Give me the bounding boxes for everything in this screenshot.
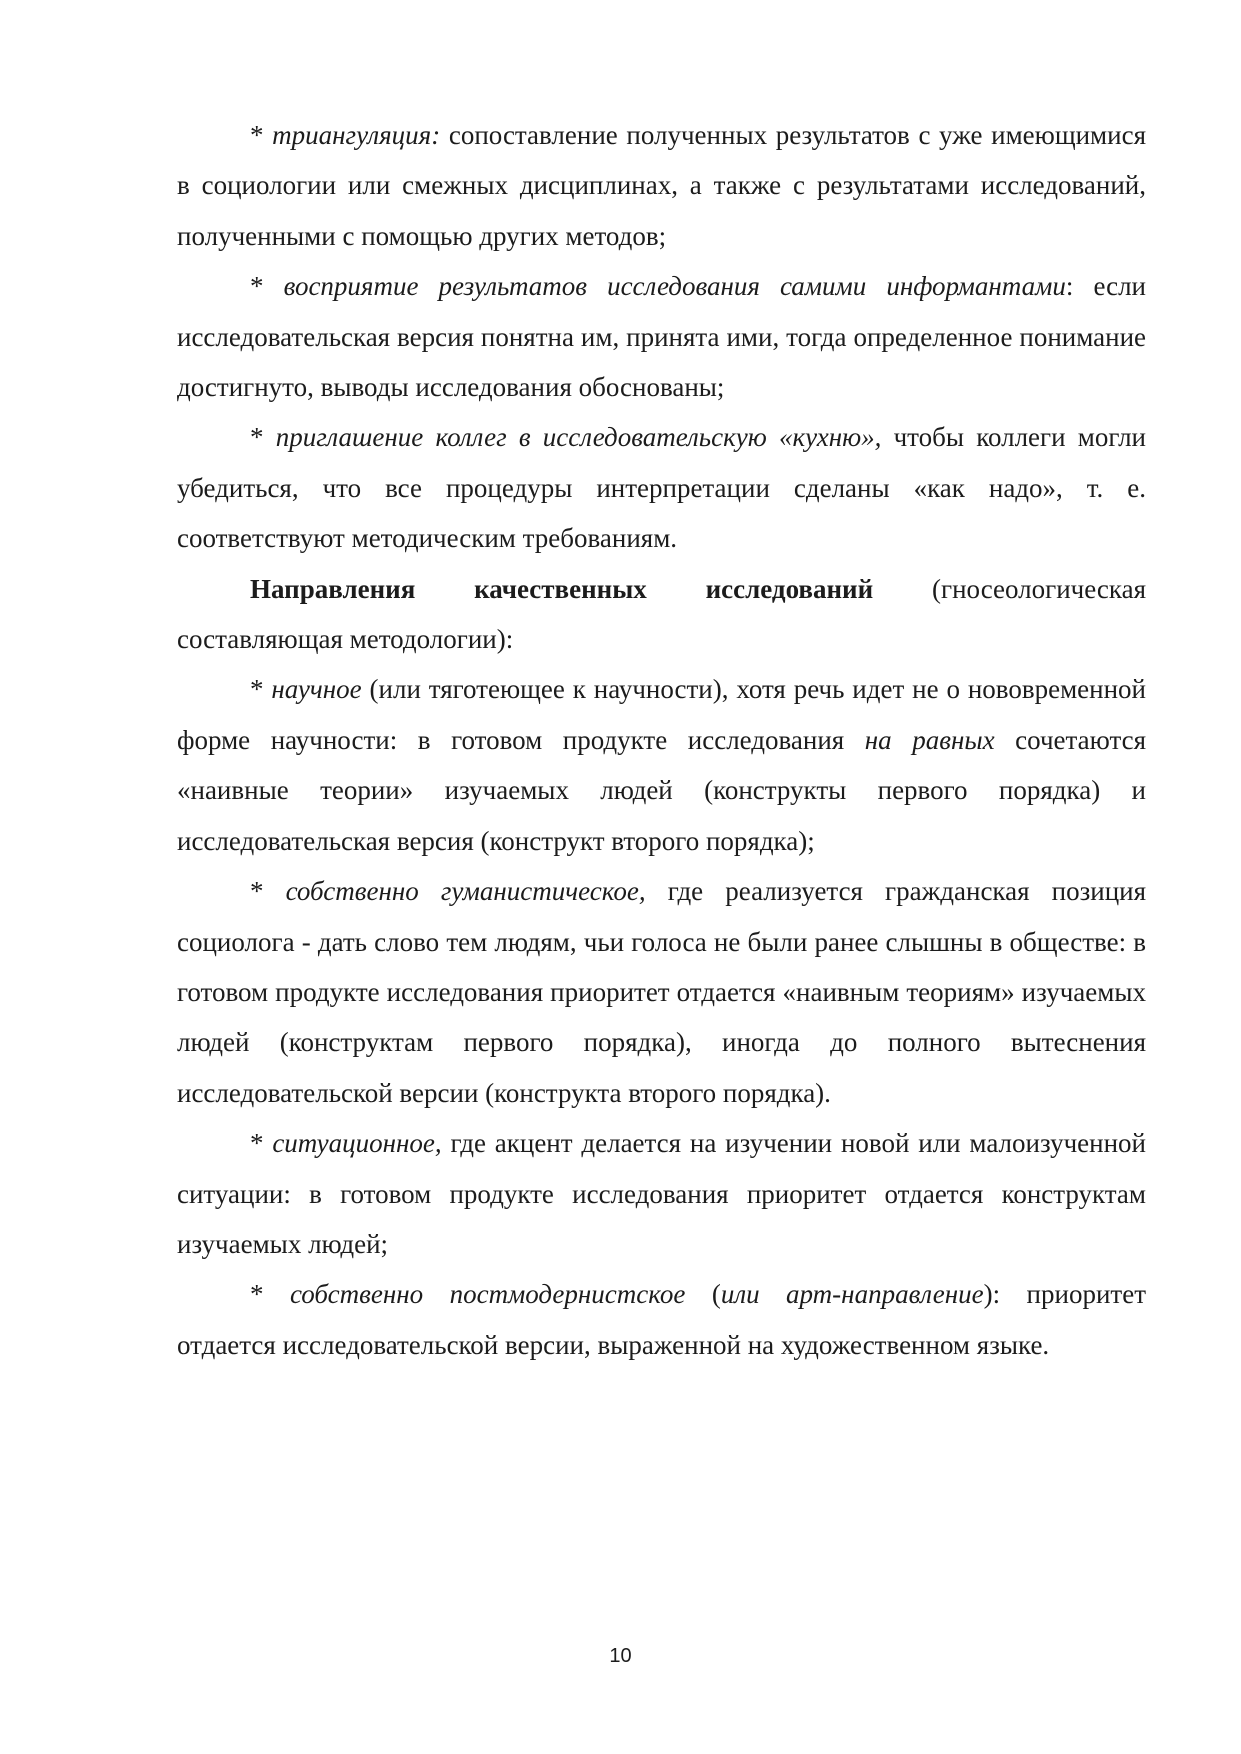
paragraph-text: (: [685, 1279, 721, 1310]
term-italic: собственно постмодернистское: [289, 1279, 686, 1310]
paragraph-postmodernist: [177, 1269, 1146, 1370]
paragraph-text: : если исследовательская версия понятна им, принята ими, тогда определенное понимание достигнуто, выводы исследования обоснованы;: [177, 271, 1147, 403]
paragraph-text: ): приоритет отдается исследовательской версии, выраженной на художественном языке.: [177, 1279, 1146, 1360]
emphasis-italic: на равных: [864, 724, 995, 755]
paragraph-triangulation: [177, 110, 1146, 261]
bullet-marker: *: [250, 1279, 290, 1310]
term-italic: восприятие результатов исследования самими информантами: [283, 271, 1066, 302]
paragraph-text: (или тяготеющее к научности), хотя речь идет не о нововременной форме научности: в готовом продукте исследования: [177, 674, 1146, 755]
bullet-marker: *: [250, 674, 272, 705]
term-italic: ситуационное,: [272, 1128, 442, 1159]
section-heading: Направления качественных исследований: [250, 573, 874, 604]
term-italic: триангуляция:: [272, 120, 441, 150]
paragraph-text: где реализуется гражданская позиция социолога - дать слово тем людям, чьи голоса не были ранее слышны в обществе: в готовом продукте исследования приоритет отдается «наивным теориям» изучаемых людей (конструктам первого порядка), иногда до полного вытеснения исследовательской версии (конструкта второго порядка).: [177, 876, 1147, 1108]
term-italic: научное: [271, 674, 362, 705]
paragraph-research-directions: [177, 564, 1146, 665]
paragraph-text: (гносеологическая составляющая методологии):: [177, 573, 1146, 655]
bullet-marker: *: [250, 1128, 273, 1159]
paragraph-scientific: [177, 664, 1146, 866]
term-italic: собственно гуманистическое,: [285, 876, 646, 907]
paragraph-humanistic: [177, 866, 1146, 1118]
paragraph-text: сопоставление полученных результатов с уже имеющимися в социологии или смежных дисциплинах, а также с результатами исследований, полученными с помощью других методов;: [177, 120, 1146, 251]
paragraph-text: чтобы коллеги могли убедиться, что все процедуры интерпретации сделаны «как надо», т. е. соответствуют методическим требованиям.: [177, 422, 1146, 554]
paragraph-situational: [177, 1118, 1146, 1269]
bullet-marker: *: [250, 422, 276, 453]
paragraph-informant-perception: [177, 261, 1146, 412]
page-number: 10: [609, 1645, 632, 1667]
body-text: [177, 110, 1146, 1370]
bullet-marker: *: [250, 120, 273, 150]
paragraph-text: сочетаются «наивные теории» изучаемых людей (конструкты первого порядка) и исследовательская версия (конструкт второго порядка);: [177, 724, 1146, 856]
term-italic: приглашение коллег в исследовательскую «кухню»,: [275, 422, 882, 453]
bullet-marker: *: [250, 271, 284, 302]
paragraph-text: где акцент делается на изучении новой или малоизученной ситуации: в готовом продукте исследования приоритет отдается конструктам изучаемых людей;: [177, 1128, 1146, 1259]
term-italic: или арт-направление: [720, 1279, 984, 1310]
bullet-marker: *: [250, 876, 286, 907]
paragraph-colleagues-invitation: [177, 412, 1146, 563]
